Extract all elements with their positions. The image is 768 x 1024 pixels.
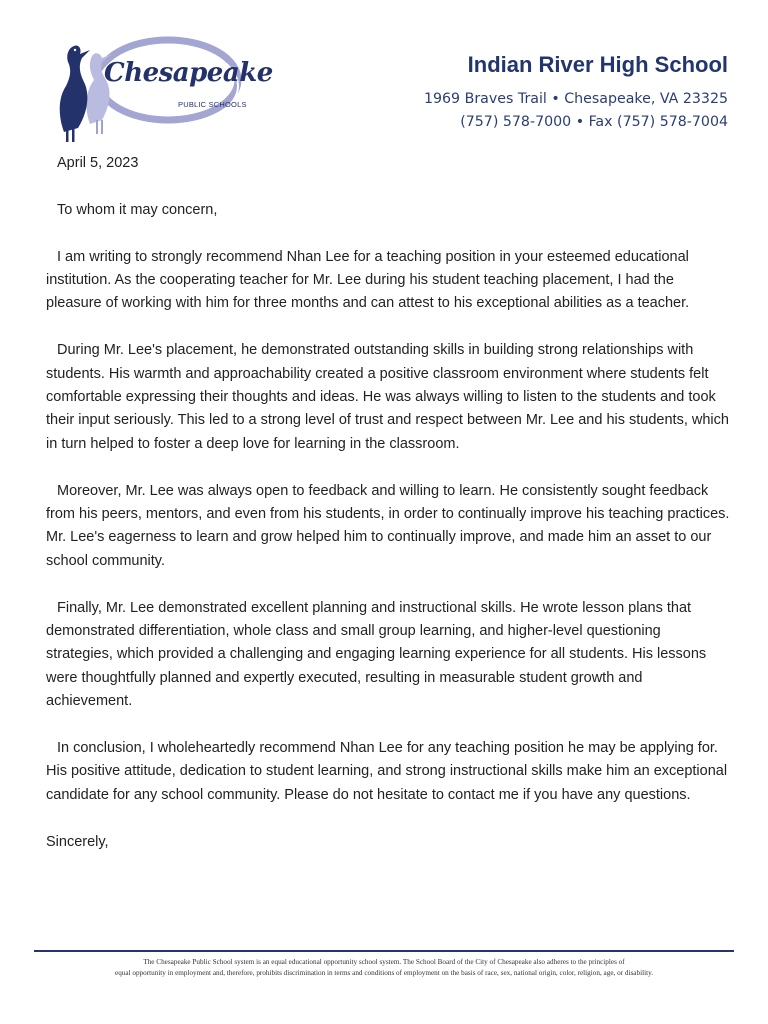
footer-line-1: The Chesapeake Public School system is an equal educational opportunity school system. The School Board of the City of Chesapeake also adheres to the principles of xyxy=(143,958,625,966)
logo-wordmark: Chesapeake xyxy=(104,58,273,88)
letter-paragraph xyxy=(46,480,730,574)
logo-subtitle: PUBLIC SCHOOLS xyxy=(178,100,247,109)
paragraph-text: During Mr. Lee's placement, he demonstrated outstanding skills in building strong relationships with students. His warmth and approachability created a positive classroom environment where students felt comfortable expressing their thoughts and ideas. He was always willing to listen to the students and took their input seriously. This led to a strong level of trust and respect between Mr. Lee and his students, which in turn helped to foster a deep love for learning in the classroom. xyxy=(46,342,729,452)
footer-disclaimer xyxy=(60,957,708,978)
letter-paragraph xyxy=(46,597,730,714)
school-name: Indian River High School xyxy=(467,52,728,77)
letter-paragraph xyxy=(46,339,730,456)
letter-date: April 5, 2023 xyxy=(57,155,139,171)
school-phone: (757) 578-7000 • Fax (757) 578-7004 xyxy=(460,114,728,130)
footer-line-2: equal opportunity in employment and, therefore, prohibits discrimination in terms and conditions of employment on the basis of race, sex, national origin, color, religion, age, or disability. xyxy=(115,968,653,977)
school-address: 1969 Braves Trail • Chesapeake, VA 23325 xyxy=(423,91,728,107)
footer-divider xyxy=(34,950,734,952)
paragraph-text: Moreover, Mr. Lee was always open to feedback and willing to learn. He consistently sought feedback from his peers, mentors, and even from his students, in order to continually improve his teaching practices. Mr. Lee's eagerness to learn and grow helped him to continually improve, and made him an asset to our school community. xyxy=(46,482,730,569)
paragraph-text: Finally, Mr. Lee demonstrated excellent planning and instructional skills. He wrote lesson plans that demonstrated differentiation, whole class and small group learning, and higher-level questioning strategies, which provided a challenging and engaging learning experience for all students. His lessons were thoughtfully planned and expertly executed, resulting in measurable student growth and achievement. xyxy=(46,599,707,710)
letter-paragraph xyxy=(46,246,730,316)
letter-body xyxy=(46,152,730,877)
letter-closing: Sincerely, xyxy=(46,833,109,850)
letter-paragraph xyxy=(46,737,730,807)
paragraph-text: In conclusion, I wholeheartedly recommend Nhan Lee for any teaching position he may be applying for. His positive attitude, dedication to student learning, and strong instructional skills make him an exceptional candidate for any school community. Please do not hesitate to contact me if you have any questions. xyxy=(46,740,728,803)
letter-salutation: To whom it may concern, xyxy=(57,201,218,218)
paragraph-text: I am writing to strongly recommend Nhan Lee for a teaching position in your esteemed educational institution. As the cooperating teacher for Mr. Lee during his student teaching placement, I had the pleasure of working with him for three months and can attest to his exceptional abilities as a teacher. xyxy=(46,248,690,312)
